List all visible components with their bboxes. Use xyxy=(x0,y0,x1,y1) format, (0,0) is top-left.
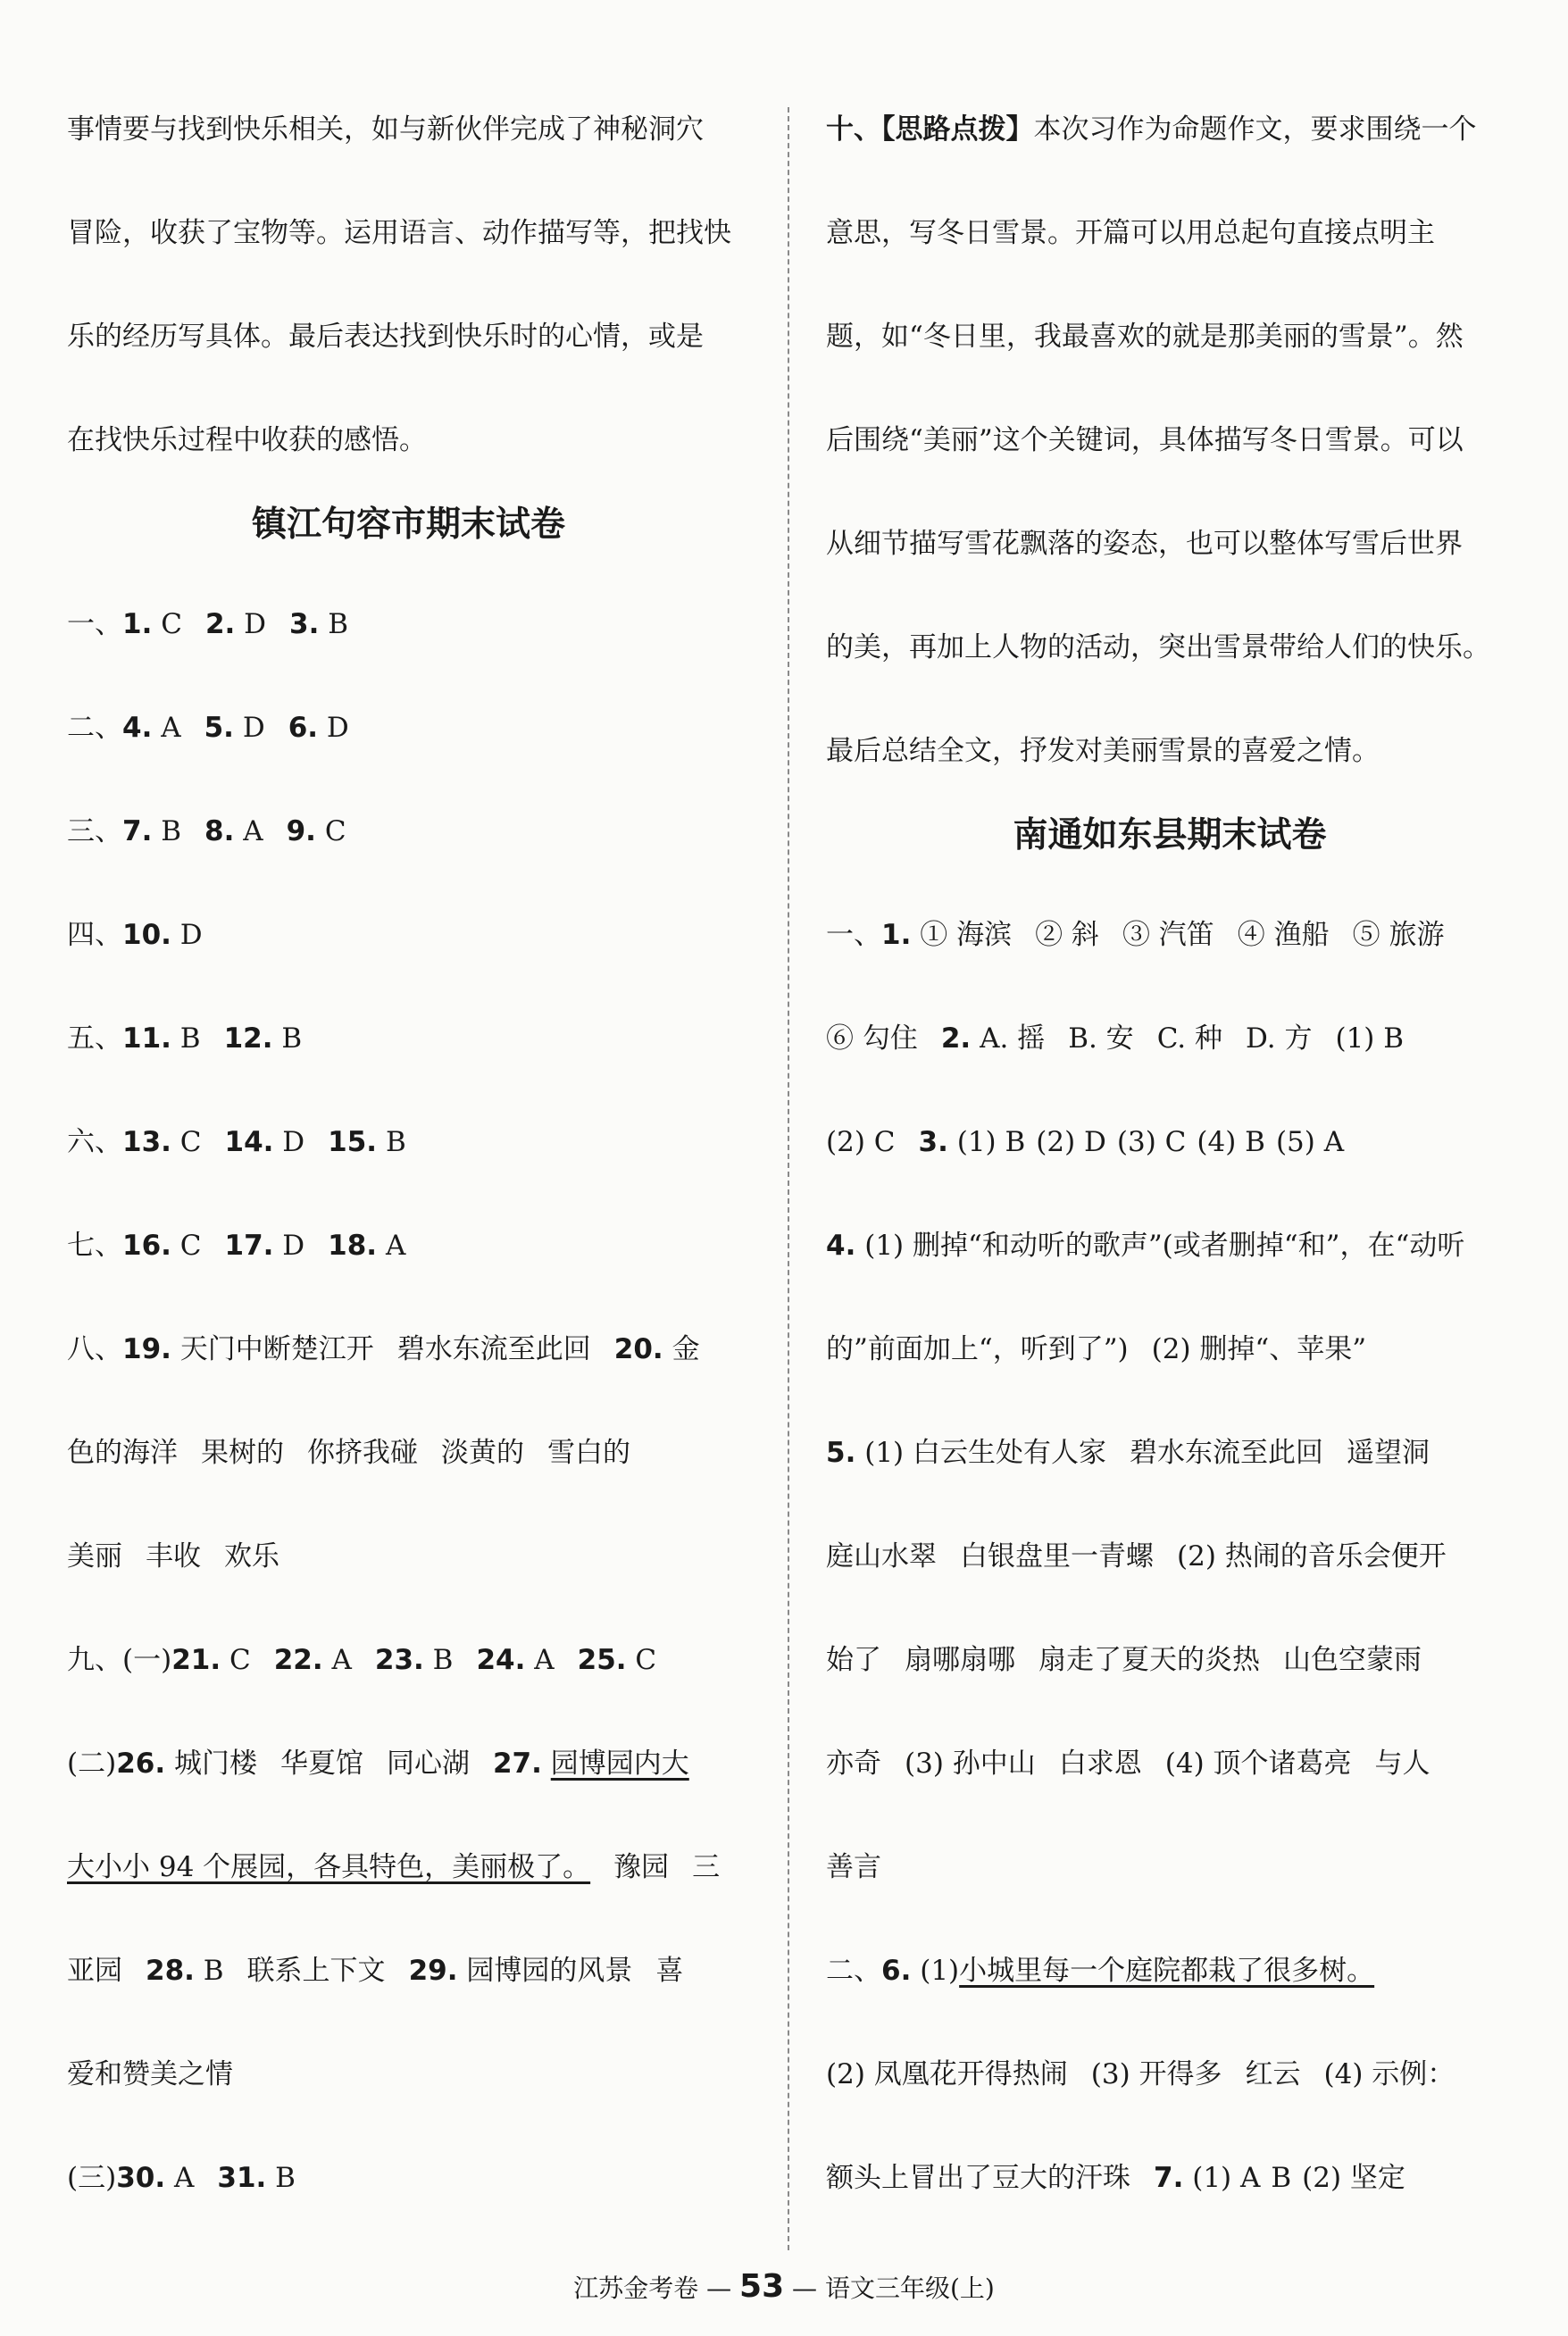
answer-line: 四、10. D xyxy=(67,919,203,951)
text-line: 的美，再加上人物的活动，突出雪景带给人们的快乐。 xyxy=(826,631,1490,663)
answer-line: 一、1. ① 海滨 ② 斜 ③ 汽笛 ④ 渔船 ⑤ 旅游 xyxy=(826,919,1445,951)
answer-line: 始了 扇哪扇哪 扇走了夏天的炎热 山色空蒙雨 xyxy=(826,1644,1422,1676)
text-line: 事情要与找到快乐相关，如与新伙伴完成了神秘洞穴 xyxy=(67,113,704,146)
answer-line: 美丽 丰收 欢乐 xyxy=(67,1540,279,1573)
text-line: 后围绕“美丽”这个关键词，具体描写冬日雪景。可以 xyxy=(826,424,1464,456)
answer-line: 九、(一)21. C 22. A 23. B 24. A 25. C xyxy=(67,1644,657,1676)
section-title: 南通如东县期末试卷 xyxy=(1013,815,1327,855)
section-title: 镇江句容市期末试卷 xyxy=(251,505,565,545)
right-column xyxy=(826,112,1514,2264)
text-line: 从细节描写雪花飘落的姿态，也可以整体写雪后世界 xyxy=(826,528,1463,560)
text-line: 意思，写冬日雪景。开篇可以用总起句直接点明主 xyxy=(826,217,1435,249)
answer-line: 爱和赞美之情 xyxy=(67,2058,233,2090)
text-line: 最后总结全文，抒发对美丽雪景的喜爱之情。 xyxy=(826,735,1380,767)
answer-line: 5. (1) 白云生处有人家 碧水东流至此回 遥望洞 xyxy=(826,1437,1430,1469)
text-line: 冒险，收获了宝物等。运用语言、动作描写等，把找快 xyxy=(67,217,731,249)
answer-line: 大小小 94 个展园，各具特色，美丽极了。 豫园 三 xyxy=(67,1851,721,1883)
answer-line: (2) C 3. (1) B (2) D (3) C (4) B (5) A xyxy=(826,1126,1345,1158)
answer-line: 色的海洋 果树的 你挤我碰 淡黄的 雪白的 xyxy=(67,1437,630,1469)
answer-line: (二)26. 城门楼 华夏馆 同心湖 27. 园博园内大 xyxy=(67,1748,689,1780)
page-number: 53 xyxy=(739,2268,785,2305)
text-line: 在找快乐过程中收获的感悟。 xyxy=(67,424,427,456)
answer-line: 一、1. C 2. D 3. B xyxy=(67,608,349,640)
answer-line: 五、11. B 12. B xyxy=(67,1022,303,1055)
answer-line: (三)30. A 31. B xyxy=(67,2162,296,2194)
left-column xyxy=(67,112,750,2264)
answer-line: 4. (1) 删掉“和动听的歌声”(或者删掉“和”，在“动听 xyxy=(826,1230,1465,1262)
answer-line: 八、19. 天门中断楚江开 碧水东流至此回 20. 金 xyxy=(67,1333,700,1365)
answer-line: 二、6. (1)小城里每一个庭院都栽了很多树。 xyxy=(826,1955,1375,1987)
answer-line: 十、【思路点拨】本次习作为命题作文，要求围绕一个 xyxy=(826,113,1477,146)
text-line: 题，如“冬日里，我最喜欢的就是那美丽的雪景”。然 xyxy=(826,321,1464,353)
answer-line: 善言 xyxy=(826,1851,881,1883)
answer-line: 额头上冒出了豆大的汗珠 7. (1) A B (2) 坚定 xyxy=(826,2162,1405,2194)
answer-line: ⑥ 勾住 2. A. 摇 B. 安 C. 种 D. 方 (1) B xyxy=(826,1022,1405,1055)
answer-line: 七、16. C 17. D 18. A xyxy=(67,1230,406,1262)
answer-line: 三、7. B 8. A 9. C xyxy=(67,815,346,847)
answer-line: 六、13. C 14. D 15. B xyxy=(67,1126,406,1158)
answer-line: 庭山水翠 白银盘里一青螺 (2) 热闹的音乐会便开 xyxy=(826,1540,1447,1573)
answer-line: (2) 凤凰花开得热闹 (3) 开得多 红云 (4) 示例： xyxy=(826,2058,1455,2090)
footer-subject: 语文三年级(上) xyxy=(824,2273,995,2303)
answer-line: 的”前面加上“，听到了”) (2) 删掉“、苹果” xyxy=(826,1333,1367,1365)
answer-line: 亦奇 (3) 孙中山 白求恩 (4) 顶个诸葛亮 与人 xyxy=(826,1748,1430,1780)
column-divider xyxy=(788,107,789,2250)
footer-book-title: 江苏金考卷 xyxy=(573,2273,699,2303)
answer-line: 亚园 28. B 联系上下文 29. 园博园的风景 喜 xyxy=(67,1955,684,1987)
page-footer: 江苏金考卷 — 53 — 语文三年级(上) xyxy=(573,2268,995,2305)
text-line: 乐的经历写具体。最后表达找到快乐时的心情，或是 xyxy=(67,321,704,353)
answer-line: 二、4. A 5. D 6. D xyxy=(67,712,349,744)
